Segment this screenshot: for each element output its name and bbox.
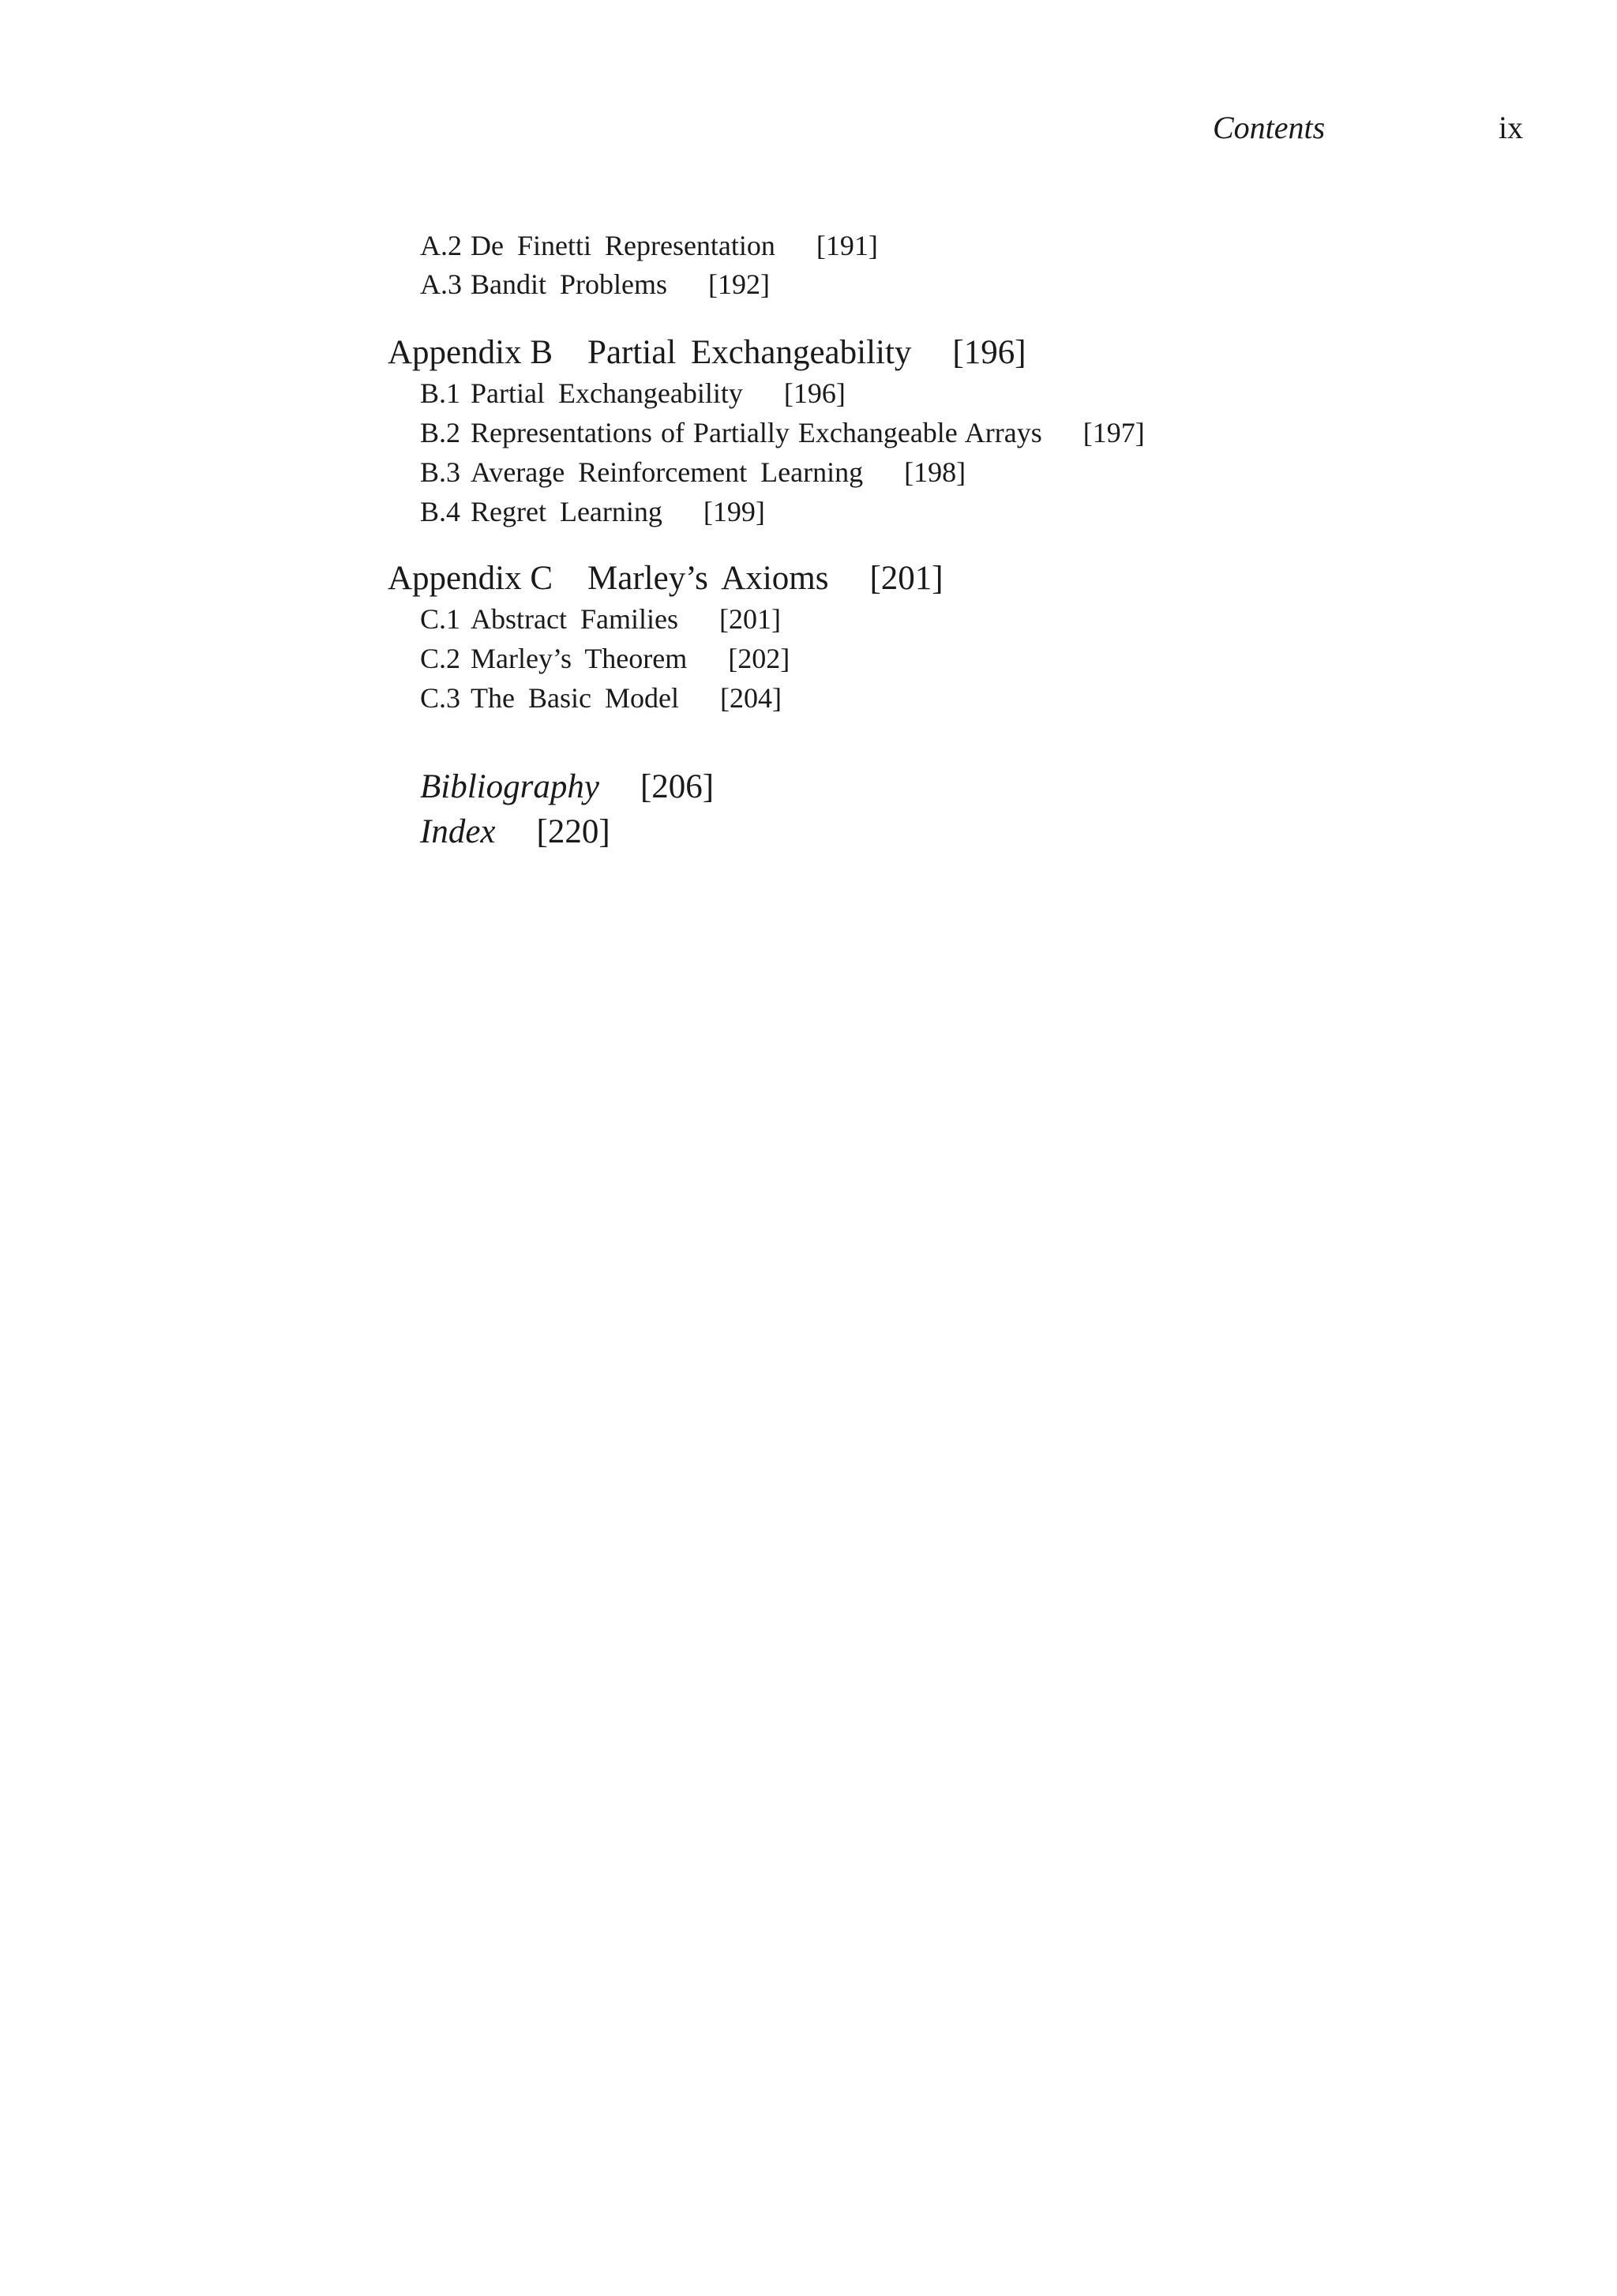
- page-reference: [202]: [728, 643, 790, 674]
- toc-entry-b1[interactable]: [420, 379, 846, 407]
- toc-entry-b3[interactable]: [420, 458, 966, 486]
- toc-index[interactable]: [420, 815, 610, 849]
- section-title: Bandit Problems: [471, 268, 667, 300]
- section-title: The Basic Model: [471, 682, 679, 714]
- index-title: Index: [420, 813, 496, 850]
- section-number: C.3: [420, 682, 461, 714]
- section-number: A.2: [420, 230, 462, 261]
- toc-entry-c3[interactable]: [420, 684, 782, 712]
- toc-entry-c1[interactable]: [420, 605, 781, 633]
- section-title: Abstract Families: [471, 603, 678, 635]
- page-reference: [204]: [719, 682, 782, 714]
- section-title: Regret Learning: [471, 496, 662, 527]
- toc-entry-a3[interactable]: [420, 270, 770, 298]
- toc-entry-c2[interactable]: [420, 644, 790, 673]
- section-number: B.2: [420, 417, 461, 448]
- section-title: Marley’s Theorem: [471, 643, 688, 674]
- appendix-title: Marley’s Axioms: [587, 560, 829, 597]
- page-reference: [198]: [904, 456, 966, 488]
- section-title: Representations of Partially Exchangeable Arrays: [471, 417, 1042, 448]
- page-reference: [192]: [708, 268, 770, 300]
- running-title: Contents: [1213, 110, 1326, 145]
- running-head: [0, 104, 1617, 152]
- page-reference: [206]: [640, 768, 715, 805]
- page-number: ix: [1499, 110, 1524, 145]
- section-title: Partial Exchangeability: [471, 377, 743, 409]
- page-reference: [191]: [816, 230, 878, 261]
- section-number: C.2: [420, 643, 461, 674]
- page-reference: [199]: [703, 496, 765, 527]
- toc-entry-b4[interactable]: [420, 497, 765, 526]
- section-number: C.1: [420, 603, 461, 635]
- page-reference: [197]: [1082, 417, 1145, 448]
- section-number: A.3: [420, 268, 462, 300]
- section-number: B.1: [420, 377, 461, 409]
- bibliography-title: Bibliography: [420, 768, 599, 805]
- section-number: B.3: [420, 456, 461, 488]
- toc-entry-a2[interactable]: [420, 231, 878, 260]
- page-reference: [196]: [952, 334, 1026, 371]
- appendix-label: Appendix B: [388, 334, 553, 371]
- section-number: B.4: [420, 496, 461, 527]
- page-reference: [196]: [783, 377, 846, 409]
- section-title: De Finetti Representation: [471, 230, 775, 261]
- toc-bibliography[interactable]: [420, 770, 714, 804]
- toc-appendix-c[interactable]: [388, 561, 944, 595]
- appendix-label: Appendix C: [388, 560, 553, 597]
- page-reference: [220]: [536, 813, 610, 850]
- toc-appendix-b[interactable]: [388, 336, 1026, 370]
- page-reference: [201]: [718, 603, 781, 635]
- section-title: Average Reinforcement Learning: [471, 456, 864, 488]
- toc-entry-b2[interactable]: [420, 418, 1145, 447]
- appendix-title: Partial Exchangeability: [587, 334, 912, 371]
- page-reference: [201]: [869, 560, 944, 597]
